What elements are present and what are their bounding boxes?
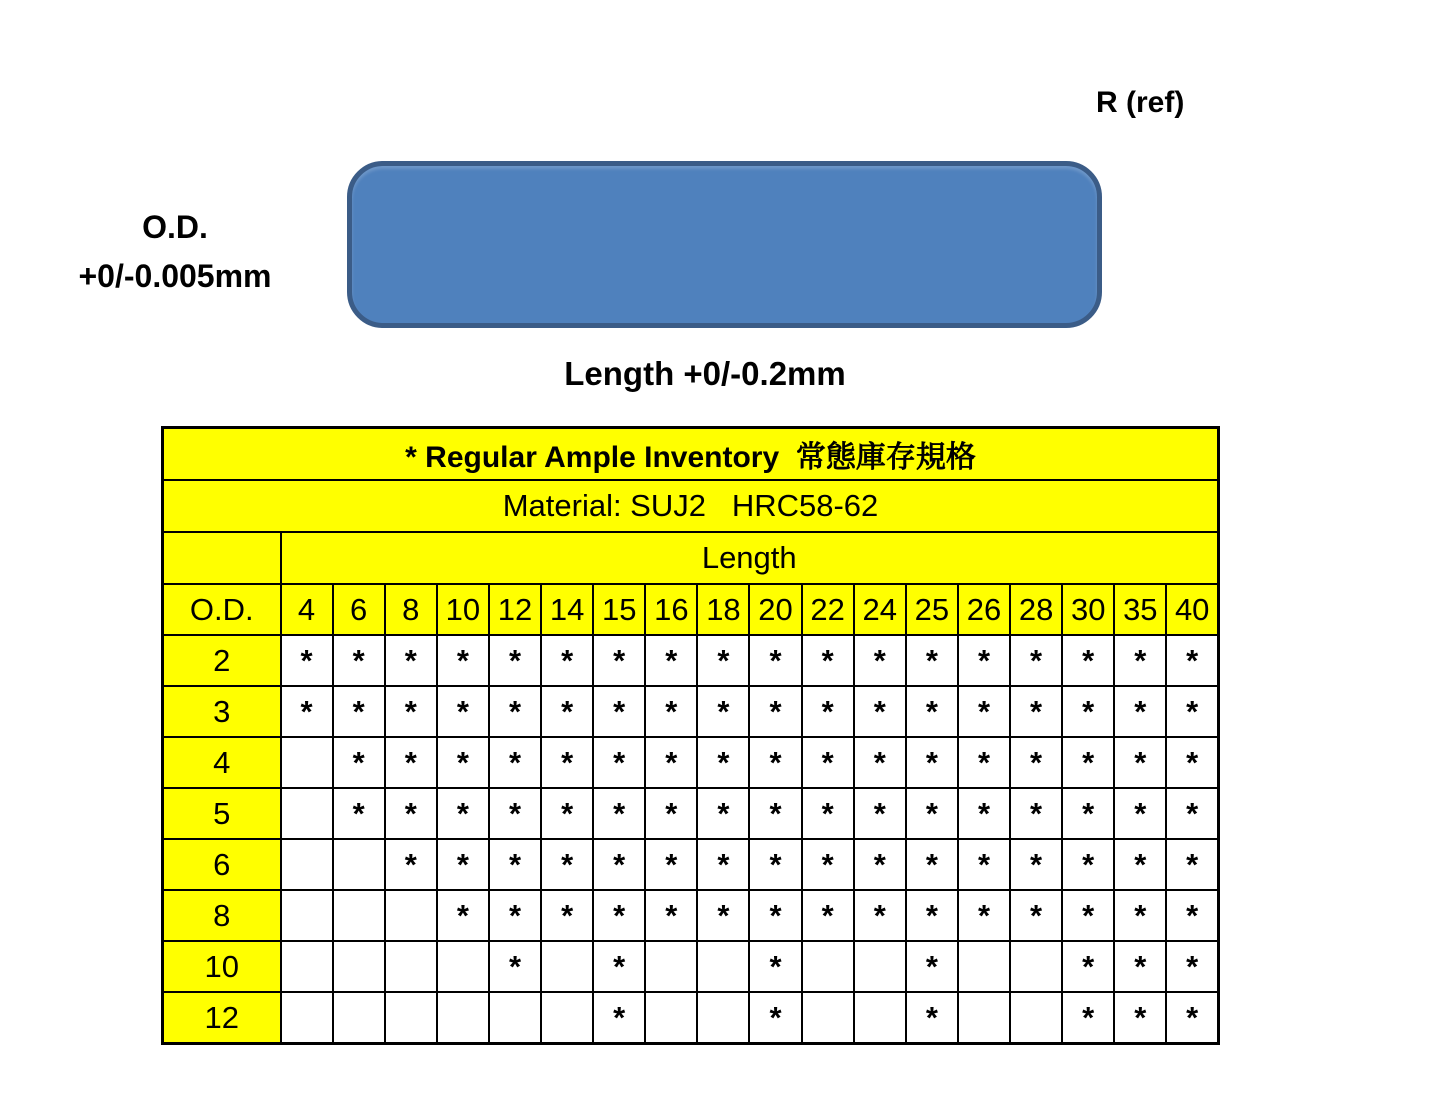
table-row-od-8 [163, 890, 1219, 941]
availability-cell-od12-len30: * [1062, 992, 1114, 1044]
availability-cell-od6-len18: * [697, 839, 749, 890]
availability-cell-od4-len6: * [333, 737, 385, 788]
availability-cell-od4-len18: * [697, 737, 749, 788]
availability-cell-od10-len4 [281, 941, 333, 992]
availability-cell-od12-len16 [645, 992, 697, 1044]
availability-cell-od8-len22: * [802, 890, 854, 941]
availability-cell-od12-len22 [802, 992, 854, 1044]
availability-cell-od6-len15: * [593, 839, 645, 890]
availability-cell-od10-len16 [645, 941, 697, 992]
availability-cell-od2-len26: * [958, 635, 1010, 686]
length-header: Length [281, 532, 1219, 584]
table-row-od-2 [163, 635, 1219, 686]
availability-cell-od8-len4 [281, 890, 333, 941]
availability-cell-od12-len10 [437, 992, 489, 1044]
availability-cell-od4-len35: * [1114, 737, 1166, 788]
availability-cell-od5-len26: * [958, 788, 1010, 839]
availability-cell-od3-len18: * [697, 686, 749, 737]
availability-cell-od8-len35: * [1114, 890, 1166, 941]
length-col-header-24: 24 [854, 584, 906, 635]
availability-cell-od8-len14: * [541, 890, 593, 941]
length-col-header-10: 10 [437, 584, 489, 635]
availability-cell-od8-len24: * [854, 890, 906, 941]
availability-cell-od6-len8: * [385, 839, 437, 890]
availability-cell-od2-len12: * [489, 635, 541, 686]
availability-cell-od6-len6 [333, 839, 385, 890]
od-row-header-2: 2 [163, 635, 281, 686]
availability-cell-od2-len25: * [906, 635, 958, 686]
availability-cell-od3-len30: * [1062, 686, 1114, 737]
table-row-od-6 [163, 839, 1219, 890]
length-col-header-25: 25 [906, 584, 958, 635]
availability-cell-od10-len30: * [1062, 941, 1114, 992]
availability-cell-od5-len14: * [541, 788, 593, 839]
availability-cell-od8-len16: * [645, 890, 697, 941]
table-material-row [163, 480, 1219, 532]
length-col-header-20: 20 [749, 584, 801, 635]
length-col-header-40: 40 [1166, 584, 1218, 635]
od-row-header-6: 6 [163, 839, 281, 890]
availability-cell-od4-len14: * [541, 737, 593, 788]
availability-cell-od6-len14: * [541, 839, 593, 890]
availability-cell-od10-len15: * [593, 941, 645, 992]
availability-cell-od4-len4 [281, 737, 333, 788]
availability-cell-od2-len40: * [1166, 635, 1218, 686]
availability-cell-od10-len40: * [1166, 941, 1218, 992]
availability-cell-od8-len26: * [958, 890, 1010, 941]
availability-cell-od12-len35: * [1114, 992, 1166, 1044]
od-tolerance-line1: O.D. [142, 209, 208, 245]
availability-cell-od4-len15: * [593, 737, 645, 788]
availability-cell-od8-len12: * [489, 890, 541, 941]
availability-cell-od10-len10 [437, 941, 489, 992]
availability-cell-od12-len18 [697, 992, 749, 1044]
availability-cell-od10-len14 [541, 941, 593, 992]
length-col-header-16: 16 [645, 584, 697, 635]
availability-cell-od5-len35: * [1114, 788, 1166, 839]
availability-cell-od6-len20: * [749, 839, 801, 890]
length-col-header-8: 8 [385, 584, 437, 635]
r-ref-label: R (ref) [1096, 86, 1185, 119]
length-col-header-28: 28 [1010, 584, 1062, 635]
availability-cell-od6-len35: * [1114, 839, 1166, 890]
availability-cell-od3-len4: * [281, 686, 333, 737]
pin-diagram-shape [347, 161, 1102, 328]
availability-cell-od5-len4 [281, 788, 333, 839]
length-col-header-12: 12 [489, 584, 541, 635]
availability-cell-od12-len15: * [593, 992, 645, 1044]
availability-cell-od6-len24: * [854, 839, 906, 890]
availability-cell-od10-len28 [1010, 941, 1062, 992]
table-length-header-row [163, 532, 1219, 584]
availability-cell-od3-len28: * [1010, 686, 1062, 737]
table-row-od-5 [163, 788, 1219, 839]
od-row-header-3: 3 [163, 686, 281, 737]
od-row-header-12: 12 [163, 992, 281, 1044]
availability-cell-od3-len22: * [802, 686, 854, 737]
availability-cell-od12-len26 [958, 992, 1010, 1044]
availability-cell-od3-len6: * [333, 686, 385, 737]
availability-cell-od8-len18: * [697, 890, 749, 941]
length-col-header-35: 35 [1114, 584, 1166, 635]
availability-cell-od12-len20: * [749, 992, 801, 1044]
availability-cell-od4-len26: * [958, 737, 1010, 788]
availability-cell-od5-len40: * [1166, 788, 1218, 839]
table-title-row [163, 428, 1219, 481]
availability-cell-od5-len6: * [333, 788, 385, 839]
availability-cell-od8-len15: * [593, 890, 645, 941]
availability-cell-od3-len15: * [593, 686, 645, 737]
availability-cell-od2-len6: * [333, 635, 385, 686]
availability-cell-od8-len30: * [1062, 890, 1114, 941]
od-tolerance-label [22, 203, 328, 301]
availability-cell-od12-len14 [541, 992, 593, 1044]
availability-cell-od5-len28: * [1010, 788, 1062, 839]
availability-cell-od2-len30: * [1062, 635, 1114, 686]
availability-cell-od2-len14: * [541, 635, 593, 686]
availability-cell-od4-len40: * [1166, 737, 1218, 788]
availability-cell-od5-len8: * [385, 788, 437, 839]
availability-cell-od5-len25: * [906, 788, 958, 839]
length-tolerance-label: Length +0/-0.2mm [564, 355, 846, 392]
availability-cell-od2-len24: * [854, 635, 906, 686]
availability-cell-od5-len18: * [697, 788, 749, 839]
availability-cell-od4-len28: * [1010, 737, 1062, 788]
availability-cell-od10-len6 [333, 941, 385, 992]
availability-cell-od5-len10: * [437, 788, 489, 839]
availability-cell-od8-len20: * [749, 890, 801, 941]
availability-cell-od3-len35: * [1114, 686, 1166, 737]
availability-cell-od2-len4: * [281, 635, 333, 686]
availability-cell-od12-len25: * [906, 992, 958, 1044]
length-col-header-18: 18 [697, 584, 749, 635]
availability-cell-od10-len26 [958, 941, 1010, 992]
availability-cell-od3-len20: * [749, 686, 801, 737]
availability-cell-od6-len16: * [645, 839, 697, 890]
availability-cell-od6-len10: * [437, 839, 489, 890]
availability-cell-od2-len8: * [385, 635, 437, 686]
availability-cell-od4-len30: * [1062, 737, 1114, 788]
availability-cell-od5-len24: * [854, 788, 906, 839]
availability-cell-od8-len25: * [906, 890, 958, 941]
od-row-header-8: 8 [163, 890, 281, 941]
availability-cell-od3-len14: * [541, 686, 593, 737]
availability-cell-od2-len18: * [697, 635, 749, 686]
availability-cell-od8-len8 [385, 890, 437, 941]
availability-cell-od6-len12: * [489, 839, 541, 890]
table-row-od-4 [163, 737, 1219, 788]
availability-cell-od6-len25: * [906, 839, 958, 890]
od-row-header-5: 5 [163, 788, 281, 839]
availability-cell-od12-len6 [333, 992, 385, 1044]
availability-cell-od12-len12 [489, 992, 541, 1044]
availability-cell-od2-len22: * [802, 635, 854, 686]
availability-cell-od6-len28: * [1010, 839, 1062, 890]
availability-cell-od8-len10: * [437, 890, 489, 941]
availability-cell-od4-len22: * [802, 737, 854, 788]
availability-cell-od8-len28: * [1010, 890, 1062, 941]
availability-cell-od10-len22 [802, 941, 854, 992]
availability-cell-od5-len22: * [802, 788, 854, 839]
availability-cell-od4-len16: * [645, 737, 697, 788]
availability-cell-od2-len20: * [749, 635, 801, 686]
availability-cell-od8-len6 [333, 890, 385, 941]
availability-cell-od5-len16: * [645, 788, 697, 839]
availability-cell-od5-len20: * [749, 788, 801, 839]
availability-cell-od4-len8: * [385, 737, 437, 788]
availability-cell-od12-len28 [1010, 992, 1062, 1044]
availability-cell-od12-len4 [281, 992, 333, 1044]
inventory-table [161, 426, 1220, 1045]
length-col-header-26: 26 [958, 584, 1010, 635]
availability-cell-od10-len8 [385, 941, 437, 992]
availability-cell-od10-len25: * [906, 941, 958, 992]
availability-cell-od2-len15: * [593, 635, 645, 686]
availability-cell-od3-len40: * [1166, 686, 1218, 737]
od-column-header: O.D. [163, 584, 281, 635]
od-row-header-10: 10 [163, 941, 281, 992]
availability-cell-od12-len24 [854, 992, 906, 1044]
availability-cell-od12-len8 [385, 992, 437, 1044]
availability-cell-od4-len20: * [749, 737, 801, 788]
availability-cell-od5-len30: * [1062, 788, 1114, 839]
column-header-row [163, 584, 1219, 635]
table-row-od-12 [163, 992, 1219, 1044]
availability-cell-od10-len24 [854, 941, 906, 992]
availability-cell-od2-len35: * [1114, 635, 1166, 686]
availability-cell-od6-len22: * [802, 839, 854, 890]
length-col-header-22: 22 [802, 584, 854, 635]
availability-cell-od2-len10: * [437, 635, 489, 686]
od-tolerance-line2: +0/-0.005mm [78, 258, 272, 294]
availability-cell-od3-len26: * [958, 686, 1010, 737]
availability-cell-od10-len35: * [1114, 941, 1166, 992]
length-col-header-30: 30 [1062, 584, 1114, 635]
table-row-od-3 [163, 686, 1219, 737]
availability-cell-od8-len40: * [1166, 890, 1218, 941]
availability-cell-od4-len12: * [489, 737, 541, 788]
length-col-header-4: 4 [281, 584, 333, 635]
availability-cell-od3-len24: * [854, 686, 906, 737]
availability-cell-od2-len16: * [645, 635, 697, 686]
availability-cell-od6-len30: * [1062, 839, 1114, 890]
availability-cell-od4-len10: * [437, 737, 489, 788]
length-col-header-14: 14 [541, 584, 593, 635]
availability-cell-od10-len20: * [749, 941, 801, 992]
availability-cell-od6-len40: * [1166, 839, 1218, 890]
availability-cell-od2-len28: * [1010, 635, 1062, 686]
availability-cell-od4-len25: * [906, 737, 958, 788]
availability-cell-od12-len40: * [1166, 992, 1218, 1044]
corner-empty-cell [163, 532, 281, 584]
length-col-header-6: 6 [333, 584, 385, 635]
availability-cell-od3-len10: * [437, 686, 489, 737]
od-row-header-4: 4 [163, 737, 281, 788]
availability-cell-od3-len25: * [906, 686, 958, 737]
material-spec: Material: SUJ2 HRC58-62 [163, 480, 1219, 532]
length-col-header-15: 15 [593, 584, 645, 635]
table-title: * Regular Ample Inventory 常態庫存規格 [163, 428, 1219, 481]
availability-cell-od3-len12: * [489, 686, 541, 737]
availability-cell-od5-len15: * [593, 788, 645, 839]
availability-cell-od6-len4 [281, 839, 333, 890]
availability-cell-od6-len26: * [958, 839, 1010, 890]
availability-cell-od4-len24: * [854, 737, 906, 788]
availability-cell-od10-len12: * [489, 941, 541, 992]
table-row-od-10 [163, 941, 1219, 992]
availability-cell-od3-len8: * [385, 686, 437, 737]
availability-cell-od10-len18 [697, 941, 749, 992]
availability-cell-od3-len16: * [645, 686, 697, 737]
availability-cell-od5-len12: * [489, 788, 541, 839]
